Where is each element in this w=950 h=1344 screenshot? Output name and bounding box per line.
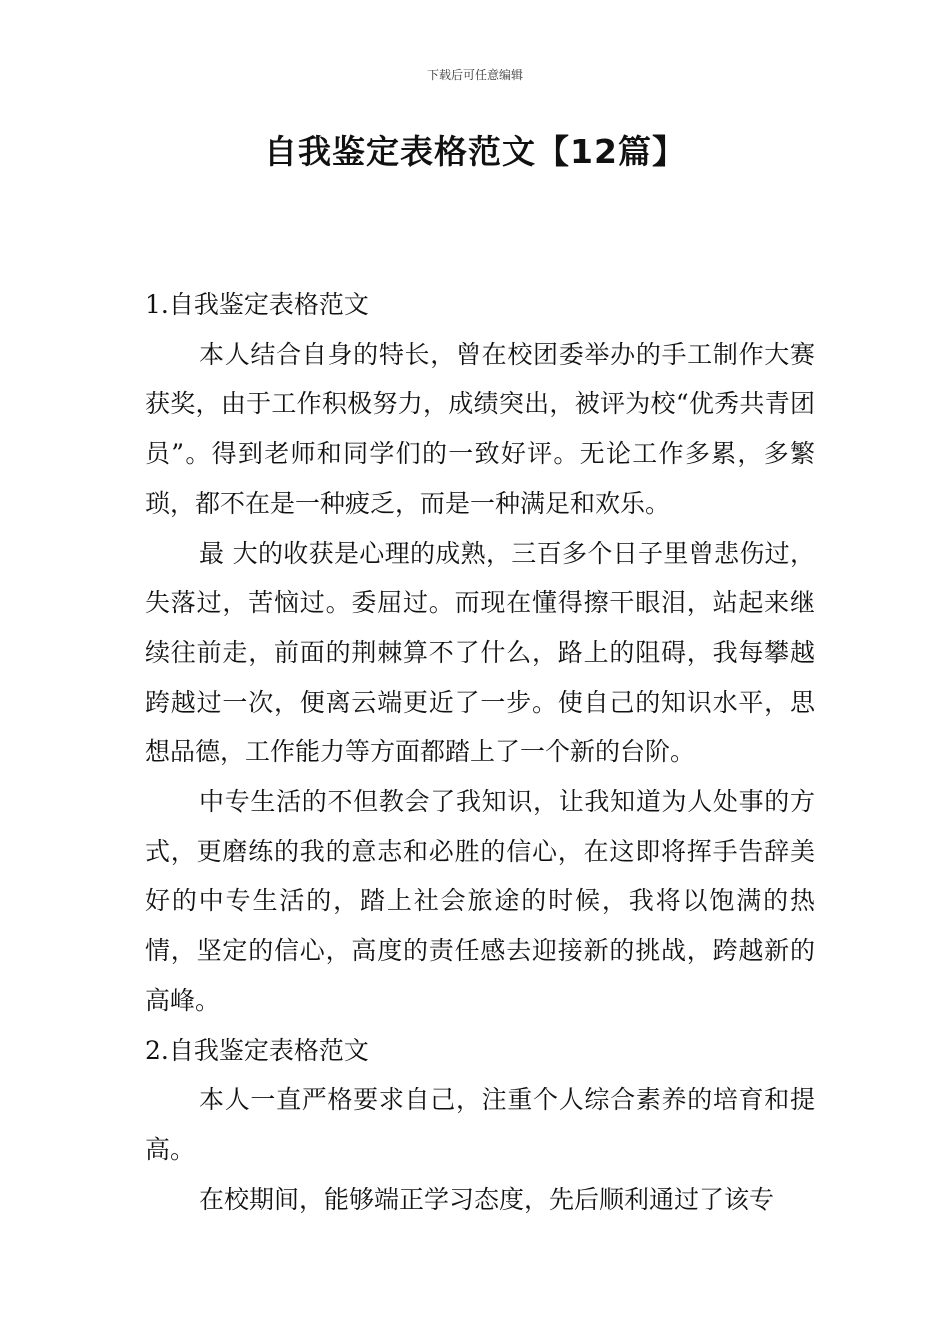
header-note: 下载后可任意编辑 <box>426 68 523 82</box>
section-heading-1: 1.自我鉴定表格范文 <box>145 290 369 319</box>
section-heading-2: 2.自我鉴定表格范文 <box>145 1035 369 1065</box>
document-body <box>145 280 815 1224</box>
body-paragraph: 本人一直严格要求自己，注重个人综合素养的培育和提高。 <box>145 1085 815 1164</box>
body-paragraph: 最 大的收获是心理的成熟，三百多个日子里曾悲伤过，失落过，苦恼过。委屈过。而现在懂得擦干眼泪，站起来继续往前走，前面的荆棘算不了什么，路上的阻碍，我每攀越跨越过一次，便离云端更近了一步。使自己的知识水平，思想品德，工作能力等方面都踏上了一个新的台阶。 <box>145 538 815 767</box>
document-title: 自我鉴定表格范文【12篇】 <box>264 132 686 171</box>
body-paragraph: 中专生活的不但教会了我知识，让我知道为人处事的方式，更磨练的我的意志和必胜的信心，在这即将挥手告辞美好的中专生活的，踏上社会旅途的时候，我将以饱满的热情，坚定的信心，高度的责任感去迎接新的挑战，跨越新的高峰。 <box>145 787 815 1015</box>
body-paragraph: 本人结合自身的特长，曾在校团委举办的手工制作大赛获奖，由于工作积极努力，成绩突出，被评为校“优秀共青团员”。得到老师和同学们的一致好评。无论工作多累，多繁琐，都不在是一种疲乏，而是一种满足和欢乐。 <box>145 339 815 518</box>
body-paragraph: 在校期间，能够端正学习态度，先后顺利通过了该专 <box>199 1184 775 1214</box>
